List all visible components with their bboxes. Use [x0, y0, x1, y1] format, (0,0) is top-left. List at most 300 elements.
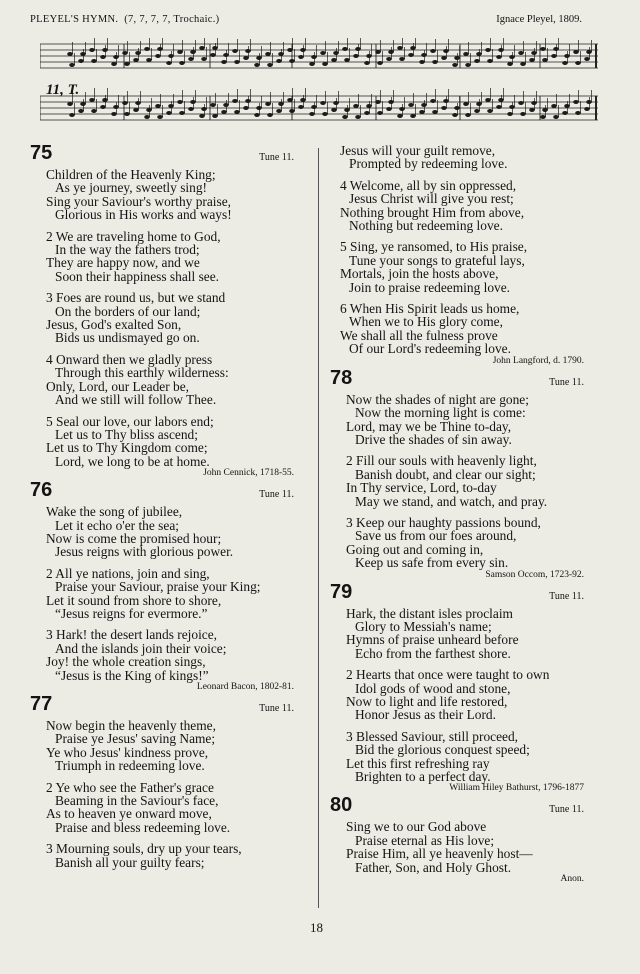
note-head	[399, 107, 405, 111]
verse-line: Join to praise redeeming love.	[349, 279, 511, 295]
verse-line: Bids us undismayed go on.	[55, 330, 200, 346]
verse-line: On the borders of our land;	[55, 303, 201, 319]
note-head	[190, 50, 196, 54]
note-head	[276, 59, 282, 63]
note-head	[586, 100, 592, 104]
note-head	[210, 103, 216, 107]
right-column	[326, 144, 606, 887]
note-head	[476, 52, 482, 56]
column-divider	[318, 148, 319, 908]
verse-line: Hymns of praise unheard before	[346, 632, 519, 648]
hymn-author: John Langford, d. 1790.	[492, 355, 584, 366]
note-head	[353, 104, 359, 108]
verse	[46, 230, 316, 284]
note-head	[364, 111, 370, 115]
note-head	[388, 100, 394, 104]
note-head	[507, 112, 513, 116]
note-head	[584, 107, 590, 111]
note-head	[531, 51, 537, 55]
note-head	[133, 108, 139, 112]
note-head	[245, 49, 251, 53]
note-head	[113, 55, 119, 59]
note-head	[234, 110, 240, 114]
verse	[340, 240, 606, 294]
note-head	[256, 106, 262, 110]
verse-line: Banish doubt, and clear our sight;	[355, 466, 536, 482]
hymn-number: 78	[330, 366, 353, 389]
hymn-header	[326, 796, 606, 820]
verse-line: Jesus Christ will give you rest;	[349, 191, 514, 207]
verse-line: 5 Seal our love, our labors end;	[46, 413, 214, 429]
note-head	[377, 111, 383, 115]
note-head	[421, 103, 427, 107]
verse-line: And the islands join their voice;	[55, 640, 227, 656]
note-head	[232, 99, 238, 103]
verse-line: 3 Hark! the desert lands rejoice,	[46, 627, 218, 643]
note-head	[78, 109, 84, 113]
note-head	[509, 105, 515, 109]
note-head	[267, 63, 273, 67]
note-head	[553, 47, 559, 51]
verse	[46, 781, 316, 835]
verse	[46, 505, 316, 559]
music-score	[40, 38, 598, 134]
verse-line: Beaming in the Saviour's face,	[55, 793, 219, 809]
verse	[346, 668, 606, 722]
note-head	[430, 49, 436, 53]
note-head	[542, 58, 548, 62]
verse-line: Let us to Thy Kingdom come;	[46, 440, 208, 456]
verse-line: As ye journey, sweetly sing!	[55, 180, 207, 196]
note-head	[551, 54, 557, 58]
note-head	[234, 60, 240, 64]
note-head	[575, 111, 581, 115]
note-head	[289, 109, 295, 113]
tune-reference: Tune 11.	[549, 590, 584, 602]
note-head	[102, 48, 108, 52]
note-head	[265, 52, 271, 56]
verse	[340, 179, 606, 233]
note-head	[575, 61, 581, 65]
verse	[346, 393, 606, 447]
page-number: 18	[310, 920, 323, 935]
note-head	[320, 51, 326, 55]
verse-line: 3 Mourning souls, dry up your tears,	[46, 841, 242, 857]
note-head	[144, 115, 150, 119]
tune-reference: Tune 11.	[259, 703, 294, 714]
note-head	[520, 112, 526, 116]
tune-reference: Tune 11.	[549, 804, 584, 816]
note-head	[562, 111, 568, 115]
note-head	[199, 46, 205, 50]
hymn-author: Leonard Bacon, 1802-81.	[196, 682, 294, 692]
note-head	[243, 56, 249, 60]
note-head	[100, 105, 106, 109]
verse-line: May we stand, and watch, and pray.	[355, 493, 548, 509]
note-head	[531, 101, 537, 105]
verse-line: Jesus, God's exalted Son,	[46, 317, 182, 333]
verse-line: Nothing brought Him from above,	[340, 204, 525, 220]
verse-line: Joy! the whole creation sings,	[46, 654, 206, 670]
note-head	[518, 51, 524, 55]
note-head	[529, 108, 535, 112]
note-head	[243, 106, 249, 110]
note-head	[452, 63, 458, 67]
note-head	[122, 51, 128, 55]
hymn-author: William Hiley Bathurst, 1796-1877	[449, 783, 584, 794]
note-head	[157, 115, 163, 119]
verse-line: In Thy service, Lord, to-day	[346, 480, 497, 496]
note-head	[386, 107, 392, 111]
verse-line: Going out and coming in,	[346, 541, 484, 557]
hymn-number: 76	[30, 479, 53, 502]
tune-composer: Ignace Pleyel, 1809.	[496, 14, 582, 25]
note-head	[89, 48, 95, 52]
verse	[346, 820, 606, 874]
verse-line: Soon their happiness shall see.	[55, 268, 220, 284]
note-head	[520, 62, 526, 66]
verse-line: Sing your Saviour's worthy praise,	[46, 193, 232, 209]
note-head	[441, 106, 447, 110]
note-head	[157, 47, 163, 51]
verse	[346, 516, 606, 570]
note-head	[124, 112, 130, 116]
note-head	[540, 47, 546, 51]
verse-line: Lord, may we be Thine to-day,	[346, 418, 512, 434]
note-head	[265, 102, 271, 106]
note-head	[465, 63, 471, 67]
hymn-author: Anon.	[560, 874, 584, 885]
note-head	[586, 50, 592, 54]
note-head	[331, 108, 337, 112]
note-head	[135, 101, 141, 105]
note-head	[221, 60, 227, 64]
verse-line: Ye who Jesus' kindness prove,	[46, 744, 209, 760]
note-head	[276, 109, 282, 113]
note-head	[146, 108, 152, 112]
hymn-header	[326, 366, 606, 393]
note-head	[78, 59, 84, 63]
note-head	[177, 50, 183, 54]
verse-line: Sing we to our God above	[346, 819, 487, 835]
note-head	[333, 101, 339, 105]
note-head	[67, 52, 73, 56]
verse-line: When we to His glory come,	[349, 314, 503, 330]
verse-line: We shall all the fulness prove	[340, 327, 498, 343]
note-head	[573, 50, 579, 54]
verse	[340, 144, 606, 171]
hymn-header	[326, 580, 606, 607]
hymn-header	[26, 695, 316, 719]
verse-line: Prompted by redeeming love.	[349, 156, 508, 172]
hymn-number: 79	[330, 580, 353, 603]
note-head	[278, 52, 284, 56]
note-head	[179, 61, 185, 65]
note-head	[564, 104, 570, 108]
note-head	[80, 102, 86, 106]
note-head	[135, 51, 141, 55]
note-head	[300, 48, 306, 52]
verse-line: Save us from our foes around,	[355, 528, 517, 544]
tune-header	[30, 14, 219, 25]
verse-line: Of our Lord's redeeming love.	[349, 341, 511, 357]
note-head	[432, 110, 438, 114]
verse-line: 3 Keep our haughty passions bound,	[346, 514, 541, 530]
note-head	[254, 63, 260, 67]
note-head	[553, 115, 559, 119]
verse	[346, 454, 606, 508]
verse-line: Let us to Thy bliss ascend;	[55, 426, 198, 442]
note-head	[542, 108, 548, 112]
note-head	[309, 62, 315, 66]
verse-line: Let it echo o'er the sea;	[55, 517, 179, 533]
verse-line: Let this first refreshing ray	[346, 755, 490, 771]
verse-line: 2 Ye who see the Father's grace	[46, 779, 214, 795]
note-head	[485, 98, 491, 102]
verse	[346, 730, 606, 784]
note-head	[245, 99, 251, 103]
note-head	[91, 59, 97, 63]
note-head	[496, 55, 502, 59]
verse	[46, 719, 316, 773]
verse-line: Lord, we long to be at home.	[55, 453, 210, 469]
note-head	[322, 112, 328, 116]
note-head	[67, 102, 73, 106]
verse-line: Mortals, join the hosts above,	[340, 266, 499, 282]
note-head	[454, 56, 460, 60]
note-head	[289, 59, 295, 63]
note-head	[190, 100, 196, 104]
note-head	[210, 53, 216, 57]
verse-line: 6 When His Spirit leads us home,	[340, 301, 520, 317]
note-head	[529, 58, 535, 62]
hymn-author: Samson Occom, 1723-92.	[485, 569, 584, 580]
note-head	[474, 109, 480, 113]
note-head	[111, 62, 117, 66]
note-head	[212, 114, 218, 118]
verse-line: Praise Him, all ye heavenly host—	[346, 846, 533, 862]
note-head	[311, 55, 317, 59]
note-head	[463, 102, 469, 106]
note-head	[498, 48, 504, 52]
note-head	[366, 104, 372, 108]
note-head	[355, 47, 361, 51]
verse-line: 2 Hearts that once were taught to own	[346, 667, 550, 683]
note-head	[419, 60, 425, 64]
note-head	[300, 98, 306, 102]
verse-line: Now the shades of night are gone;	[346, 391, 529, 407]
verse-line: Tune your songs to grateful lays,	[349, 252, 525, 268]
left-column	[26, 144, 316, 877]
note-head	[331, 58, 337, 62]
note-head	[91, 109, 97, 113]
verse-line: Only, Lord, our Leader be,	[46, 378, 190, 394]
verse-line: Jesus reigns with glorious power.	[55, 544, 234, 560]
note-head	[168, 54, 174, 58]
note-head	[386, 57, 392, 61]
verse-line: “Jesus reigns for evermore.”	[55, 605, 208, 621]
note-head	[342, 115, 348, 119]
verse-line: Now begin the heavenly theme,	[46, 718, 216, 733]
note-head	[498, 98, 504, 102]
note-head	[223, 53, 229, 57]
verse-line: Idol gods of wood and stone,	[355, 680, 511, 696]
note-head	[344, 108, 350, 112]
hymn-number: 75	[30, 142, 53, 164]
note-head	[309, 112, 315, 116]
note-head	[113, 105, 119, 109]
verse-line: 4 Onward then we gladly press	[46, 351, 213, 367]
note-head	[201, 57, 207, 61]
verse-line: Drive the shades of sin away.	[355, 431, 512, 447]
note-head	[201, 107, 207, 111]
note-head	[540, 115, 546, 119]
verse-line: Bid the glorious conquest speed;	[355, 742, 530, 758]
tune-reference: Tune 11.	[259, 489, 294, 501]
note-head	[487, 109, 493, 113]
note-head	[89, 98, 95, 102]
verse-line: 5 Sing, ye ransomed, to His praise,	[340, 239, 528, 255]
verse-line: Praise and bless redeeming love.	[55, 819, 231, 835]
note-head	[133, 58, 139, 62]
note-head	[212, 46, 218, 50]
note-head	[166, 61, 172, 65]
note-head	[388, 50, 394, 54]
verse	[46, 291, 316, 345]
note-head	[342, 47, 348, 51]
note-head	[408, 103, 414, 107]
verse-line: Glorious in His works and ways!	[55, 207, 232, 223]
verse-line: 2 All ye nations, join and sing,	[46, 565, 210, 581]
note-head	[355, 115, 361, 119]
verse	[46, 353, 316, 407]
note-head	[443, 49, 449, 53]
note-head	[223, 103, 229, 107]
verse-line: 4 Welcome, all by sin oppressed,	[340, 177, 517, 193]
note-head	[487, 59, 493, 63]
note-head	[399, 57, 405, 61]
note-head	[155, 104, 161, 108]
verse	[46, 842, 316, 869]
verse-line: Wake the song of jubilee,	[46, 504, 183, 520]
note-head	[188, 57, 194, 61]
note-head	[322, 62, 328, 66]
tune-reference: Tune 11.	[549, 376, 584, 388]
verse-line: Glory to Messiah's name;	[355, 618, 492, 634]
note-head	[188, 107, 194, 111]
verse-line: Echo from the farthest shore.	[355, 645, 511, 661]
verse	[340, 302, 606, 356]
note-head	[573, 100, 579, 104]
verse-line: In the way the fathers trod;	[55, 242, 200, 258]
verse-line: And we still will follow Thee.	[55, 392, 217, 408]
note-head	[256, 56, 262, 60]
music-mark: 11, T.	[46, 82, 80, 98]
verse-line: They are happy now, and we	[46, 255, 200, 271]
note-head	[100, 55, 106, 59]
note-head	[410, 114, 416, 118]
verse-line: Children of the Heavenly King;	[46, 167, 216, 182]
note-head	[562, 61, 568, 65]
note-head	[122, 101, 128, 105]
tune-title: PLEYEL'S HYMN.	[30, 14, 119, 25]
hymn-header	[26, 144, 316, 168]
note-head	[507, 62, 513, 66]
note-head	[430, 99, 436, 103]
note-head	[408, 53, 414, 57]
note-head	[509, 55, 515, 59]
note-head	[518, 101, 524, 105]
note-head	[476, 102, 482, 106]
verse-line: 3 Blessed Saviour, still proceed,	[346, 728, 519, 744]
verse-line: 3 Foes are round us, but we stand	[46, 290, 226, 306]
note-head	[584, 57, 590, 61]
note-head	[377, 61, 383, 65]
verse-line: Now to light and life restored,	[346, 694, 508, 709]
note-head	[168, 104, 174, 108]
verse	[46, 567, 316, 621]
note-head	[443, 99, 449, 103]
verse-line: Through this earthly wilderness:	[55, 365, 229, 381]
verse-line: Father, Son, and Holy Ghost.	[355, 859, 512, 875]
note-head	[311, 105, 317, 109]
verse-line: Hark, the distant isles proclaim	[346, 605, 513, 621]
note-head	[254, 113, 260, 117]
verse-line: Brighten to a perfect day.	[355, 769, 491, 785]
verse	[46, 168, 316, 222]
tune-meter: (7, 7, 7, 7, Trochaic.)	[124, 14, 220, 25]
note-head	[177, 100, 183, 104]
note-head	[166, 111, 172, 115]
note-head	[375, 50, 381, 54]
verse-line: Now the morning light is come:	[355, 405, 526, 421]
note-head	[564, 54, 570, 58]
note-head	[432, 60, 438, 64]
note-head	[69, 113, 75, 117]
verse-line: Praise your Saviour, praise your King;	[55, 579, 261, 595]
note-head	[463, 52, 469, 56]
note-head	[232, 49, 238, 53]
note-head	[144, 47, 150, 51]
tune-reference: Tune 11.	[259, 152, 294, 163]
note-head	[397, 114, 403, 118]
note-head	[452, 113, 458, 117]
note-head	[474, 59, 480, 63]
note-head	[419, 110, 425, 114]
hymn-number: 77	[30, 693, 53, 715]
note-head	[465, 113, 471, 117]
note-head	[410, 46, 416, 50]
verse-line: Triumph in redeeming love.	[55, 758, 205, 774]
hymn-number: 80	[330, 794, 353, 817]
note-head	[298, 55, 304, 59]
verse-line: “Jesus is the King of kings!”	[55, 667, 209, 683]
note-head	[221, 110, 227, 114]
note-head	[441, 56, 447, 60]
note-head	[375, 100, 381, 104]
note-head	[267, 113, 273, 117]
note-head	[146, 58, 152, 62]
note-head	[366, 54, 372, 58]
note-head	[333, 51, 339, 55]
verse-line: Let it sound from shore to shore,	[46, 592, 222, 608]
note-head	[80, 52, 86, 56]
note-head	[102, 98, 108, 102]
note-head	[397, 46, 403, 50]
note-head	[320, 101, 326, 105]
note-head	[353, 54, 359, 58]
note-head	[111, 112, 117, 116]
